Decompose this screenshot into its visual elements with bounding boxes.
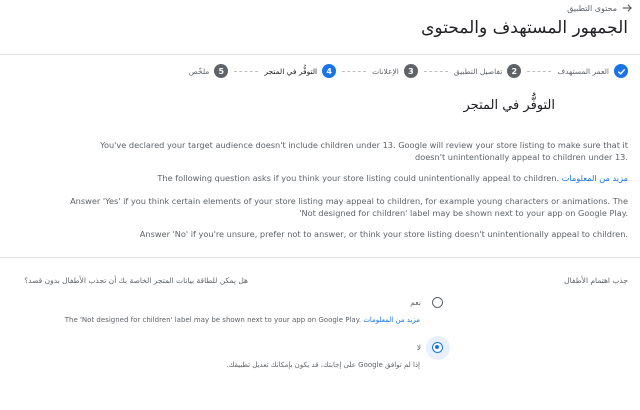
step-separator: [342, 71, 366, 72]
step-summary[interactable]: [189, 64, 229, 78]
question-intro-text: The following question asks if you think your store listing could unintentionally appeal to children.: [157, 173, 560, 183]
question-text: هل يمكن للطاقة بيانات المتجر الخاصة بك أن تجذب الأطفال بدون قصد؟: [24, 276, 248, 285]
step-ads[interactable]: [372, 64, 418, 78]
step-app-details[interactable]: [454, 64, 521, 78]
step-number: 3: [404, 64, 418, 78]
option-yes-learn-more-link[interactable]: مزيد من المعلومات: [363, 316, 420, 324]
option-yes-desc-text: The 'Not designed for children' label may be shown next to your app on Google Play.: [64, 316, 362, 324]
step-separator: [527, 71, 551, 72]
yes-explanation: Answer 'Yes' if you think certain elements of your store listing may appeal to children, for example young characters or animations. The 'Not designed for children' label may be shown next to your app on Google Play.: [70, 196, 628, 218]
section-title: التوفُّر في المتجر: [463, 98, 555, 113]
option-yes-label: نعم: [410, 298, 421, 307]
page-title: الجمهور المستهدف والمحتوى: [421, 18, 628, 38]
option-no-description: إذا لم توافق Google على إجابتك، قد يكون بإمكانك تعديل تطبيقك.: [226, 361, 420, 369]
check-icon: [617, 67, 626, 76]
option-yes-description: [65, 316, 420, 324]
intro-paragraph: You've declared your target audience doesn't include children under 13. Google will review your store listing to make sure that it doesn't unintentionally appeal to children under 13.: [100, 140, 628, 162]
back-link-label: محتوى التطبيق: [567, 3, 617, 13]
step-label: العمر المستهدف: [557, 66, 609, 76]
option-no-label: لا: [416, 343, 421, 352]
top-bar: [0, 0, 640, 54]
step-separator: [424, 71, 448, 72]
back-link[interactable]: [567, 3, 632, 13]
step-number: 5: [214, 64, 228, 78]
step-store-presence[interactable]: [264, 64, 336, 78]
step-separator: [234, 71, 258, 72]
step-target-age[interactable]: [557, 64, 628, 78]
back-arrow-icon: [622, 3, 632, 13]
step-label: التوفُّر في المتجر: [264, 66, 318, 76]
stepper: [189, 64, 628, 78]
step-label: ملخّص: [188, 66, 210, 76]
learn-more-link[interactable]: مزيد من المعلومات: [561, 173, 628, 183]
question-side-label: جذب اهتمام الأطفال: [564, 276, 628, 285]
section-divider: [0, 257, 640, 258]
no-explanation: Answer 'No' if you're unsure, prefer not to answer, or think your store listing doesn't unintentionally appeal to children.: [139, 229, 628, 239]
step-number: 4: [322, 64, 336, 78]
step-number: 2: [507, 64, 521, 78]
step-done-icon: [614, 64, 628, 78]
radio-no[interactable]: [432, 342, 443, 353]
step-label: تفاصيل التطبيق: [453, 66, 503, 76]
header-divider: [0, 54, 640, 55]
step-label: الإعلانات: [372, 66, 399, 76]
question-intro: [68, 172, 628, 184]
radio-yes[interactable]: [432, 297, 443, 308]
